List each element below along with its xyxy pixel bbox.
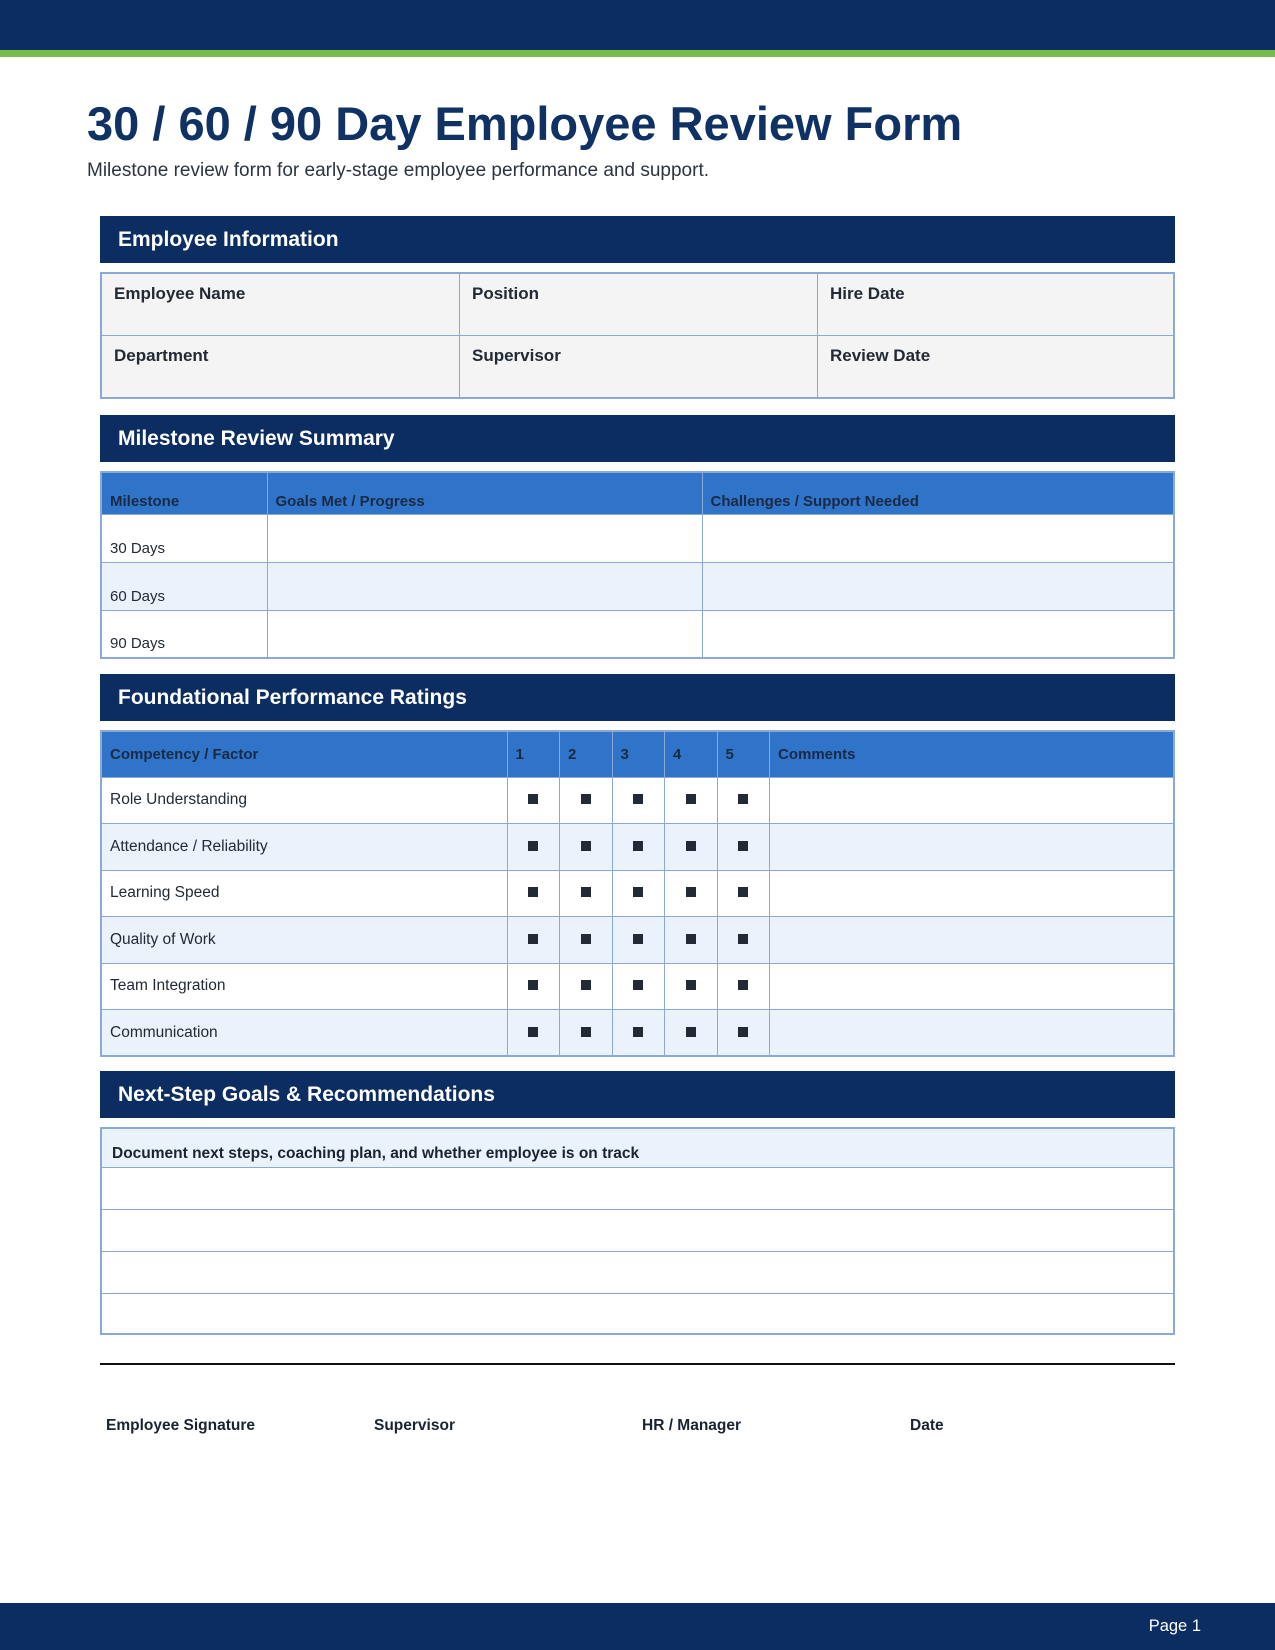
square-checkbox-icon[interactable] — [738, 1027, 748, 1037]
square-checkbox-icon[interactable] — [686, 841, 696, 851]
table-row — [101, 610, 1174, 658]
table-row — [101, 917, 1174, 964]
rating-2-cell[interactable] — [560, 917, 613, 964]
comments-cell[interactable] — [770, 777, 1175, 824]
employee-info-grid — [100, 272, 1175, 399]
rating-4-cell[interactable] — [665, 870, 718, 917]
page-subtitle: Milestone review form for early-stage employee performance and support. — [87, 160, 710, 181]
column-header: 2 — [560, 731, 613, 777]
square-checkbox-icon[interactable] — [738, 934, 748, 944]
column-header: Competency / Factor — [101, 731, 507, 777]
rating-1-cell[interactable] — [507, 917, 560, 964]
rating-4-cell[interactable] — [665, 917, 718, 964]
square-checkbox-icon[interactable] — [528, 794, 538, 804]
comments-cell[interactable] — [770, 824, 1175, 871]
comments-cell[interactable] — [770, 963, 1175, 1010]
ratings-heading: Foundational Performance Ratings — [100, 674, 1175, 721]
rating-3-cell[interactable] — [612, 1010, 665, 1057]
competency-label: Learning Speed — [101, 870, 507, 917]
square-checkbox-icon[interactable] — [528, 887, 538, 897]
square-checkbox-icon[interactable] — [633, 980, 643, 990]
hire-date-field[interactable]: Hire Date — [818, 274, 1173, 336]
rating-5-cell[interactable] — [717, 917, 770, 964]
square-checkbox-icon[interactable] — [633, 887, 643, 897]
rating-2-cell[interactable] — [560, 1010, 613, 1057]
signature-rule — [100, 1363, 1175, 1365]
competency-label: Attendance / Reliability — [101, 824, 507, 871]
rating-4-cell[interactable] — [665, 777, 718, 824]
square-checkbox-icon[interactable] — [738, 887, 748, 897]
rating-5-cell[interactable] — [717, 824, 770, 871]
column-header: Challenges / Support Needed — [702, 472, 1174, 514]
square-checkbox-icon[interactable] — [581, 841, 591, 851]
milestone-label: 60 Days — [101, 562, 267, 610]
goals-cell[interactable] — [267, 562, 702, 610]
page-number: Page 1 — [1148, 1617, 1201, 1635]
next-steps-instruction: Document next steps, coaching plan, and whether employee is on track — [102, 1129, 1173, 1168]
square-checkbox-icon[interactable] — [686, 980, 696, 990]
review-date-field[interactable]: Review Date — [830, 345, 931, 365]
table-row — [101, 1010, 1174, 1057]
rating-3-cell[interactable] — [612, 777, 665, 824]
square-checkbox-icon[interactable] — [581, 887, 591, 897]
next-steps-heading: Next-Step Goals & Recommendations — [100, 1071, 1175, 1118]
rating-4-cell[interactable] — [665, 824, 718, 871]
next-steps-box — [100, 1127, 1175, 1335]
milestone-summary-table — [100, 471, 1175, 659]
competency-label: Role Understanding — [101, 777, 507, 824]
top-accent-stripe — [0, 50, 1275, 57]
milestone-label: 30 Days — [101, 514, 267, 562]
rating-1-cell[interactable] — [507, 777, 560, 824]
footer-bar — [0, 1603, 1275, 1650]
rating-5-cell[interactable] — [717, 777, 770, 824]
employee-name-field[interactable]: Employee Name — [102, 274, 460, 336]
square-checkbox-icon[interactable] — [581, 1027, 591, 1037]
department-field[interactable]: Department — [102, 336, 460, 398]
table-row — [101, 514, 1174, 562]
rating-2-cell[interactable] — [560, 777, 613, 824]
comments-cell[interactable] — [770, 870, 1175, 917]
rating-5-cell[interactable] — [717, 963, 770, 1010]
challenges-cell[interactable] — [702, 514, 1174, 562]
table-row — [101, 824, 1174, 871]
position-field[interactable]: Position — [460, 274, 818, 336]
square-checkbox-icon[interactable] — [686, 887, 696, 897]
challenges-cell[interactable] — [702, 562, 1174, 610]
note-line[interactable] — [102, 1294, 1173, 1336]
square-checkbox-icon[interactable] — [738, 794, 748, 804]
table-row — [101, 870, 1174, 917]
square-checkbox-icon[interactable] — [528, 1027, 538, 1037]
column-header: 1 — [507, 731, 560, 777]
square-checkbox-icon[interactable] — [633, 1027, 643, 1037]
table-row — [101, 562, 1174, 610]
square-checkbox-icon[interactable] — [686, 1027, 696, 1037]
rating-2-cell[interactable] — [560, 824, 613, 871]
rating-3-cell[interactable] — [612, 963, 665, 1010]
column-header: 3 — [612, 731, 665, 777]
competency-label: Communication — [101, 1010, 507, 1057]
ratings-table — [100, 730, 1175, 1057]
square-checkbox-icon[interactable] — [633, 934, 643, 944]
competency-label: Team Integration — [101, 963, 507, 1010]
square-checkbox-icon[interactable] — [738, 841, 748, 851]
note-line[interactable] — [102, 1168, 1173, 1210]
table-header-row — [101, 472, 1174, 514]
column-header: Comments — [770, 731, 1175, 777]
square-checkbox-icon[interactable] — [581, 980, 591, 990]
challenges-cell[interactable] — [702, 610, 1174, 658]
column-header: Milestone — [101, 472, 267, 514]
rating-4-cell[interactable] — [665, 1010, 718, 1057]
square-checkbox-icon[interactable] — [528, 841, 538, 851]
table-row — [101, 963, 1174, 1010]
milestone-summary-heading: Milestone Review Summary — [100, 415, 1175, 462]
rating-1-cell[interactable] — [507, 1010, 560, 1057]
column-header: Goals Met / Progress — [267, 472, 702, 514]
column-header: 5 — [717, 731, 770, 777]
competency-label: Quality of Work — [101, 917, 507, 964]
square-checkbox-icon[interactable] — [633, 841, 643, 851]
rating-2-cell[interactable] — [560, 963, 613, 1010]
note-line[interactable] — [102, 1210, 1173, 1252]
rating-1-cell[interactable] — [507, 963, 560, 1010]
date-signature-label[interactable]: Date — [910, 1417, 944, 1434]
square-checkbox-icon[interactable] — [528, 980, 538, 990]
milestone-label: 90 Days — [101, 610, 267, 658]
square-checkbox-icon[interactable] — [686, 934, 696, 944]
rating-3-cell[interactable] — [612, 917, 665, 964]
goals-cell[interactable] — [267, 610, 702, 658]
rating-3-cell[interactable] — [612, 824, 665, 871]
column-header: 4 — [665, 731, 718, 777]
rating-1-cell[interactable] — [507, 824, 560, 871]
top-banner — [0, 0, 1275, 50]
rating-5-cell[interactable] — [717, 1010, 770, 1057]
supervisor-signature-label[interactable]: Supervisor — [374, 1417, 455, 1434]
rating-3-cell[interactable] — [612, 870, 665, 917]
square-checkbox-icon[interactable] — [581, 934, 591, 944]
square-checkbox-icon[interactable] — [686, 794, 696, 804]
employee-info-heading: Employee Information — [100, 216, 1175, 263]
square-checkbox-icon[interactable] — [633, 794, 643, 804]
employee-signature-label[interactable]: Employee Signature — [106, 1417, 256, 1434]
supervisor-field[interactable]: Supervisor — [460, 336, 818, 398]
table-row — [101, 777, 1174, 824]
square-checkbox-icon[interactable] — [738, 980, 748, 990]
note-line[interactable] — [102, 1252, 1173, 1294]
rating-2-cell[interactable] — [560, 870, 613, 917]
hr-manager-signature-label[interactable]: HR / Manager — [642, 1417, 742, 1434]
rating-4-cell[interactable] — [665, 963, 718, 1010]
rating-5-cell[interactable] — [717, 870, 770, 917]
table-header-row — [101, 731, 1174, 777]
comments-cell[interactable] — [770, 1010, 1175, 1057]
comments-cell[interactable] — [770, 917, 1175, 964]
square-checkbox-icon[interactable] — [581, 794, 591, 804]
page-title: 30 / 60 / 90 Day Employee Review Form — [87, 97, 963, 150]
square-checkbox-icon[interactable] — [528, 934, 538, 944]
rating-1-cell[interactable] — [507, 870, 560, 917]
goals-cell[interactable] — [267, 514, 702, 562]
